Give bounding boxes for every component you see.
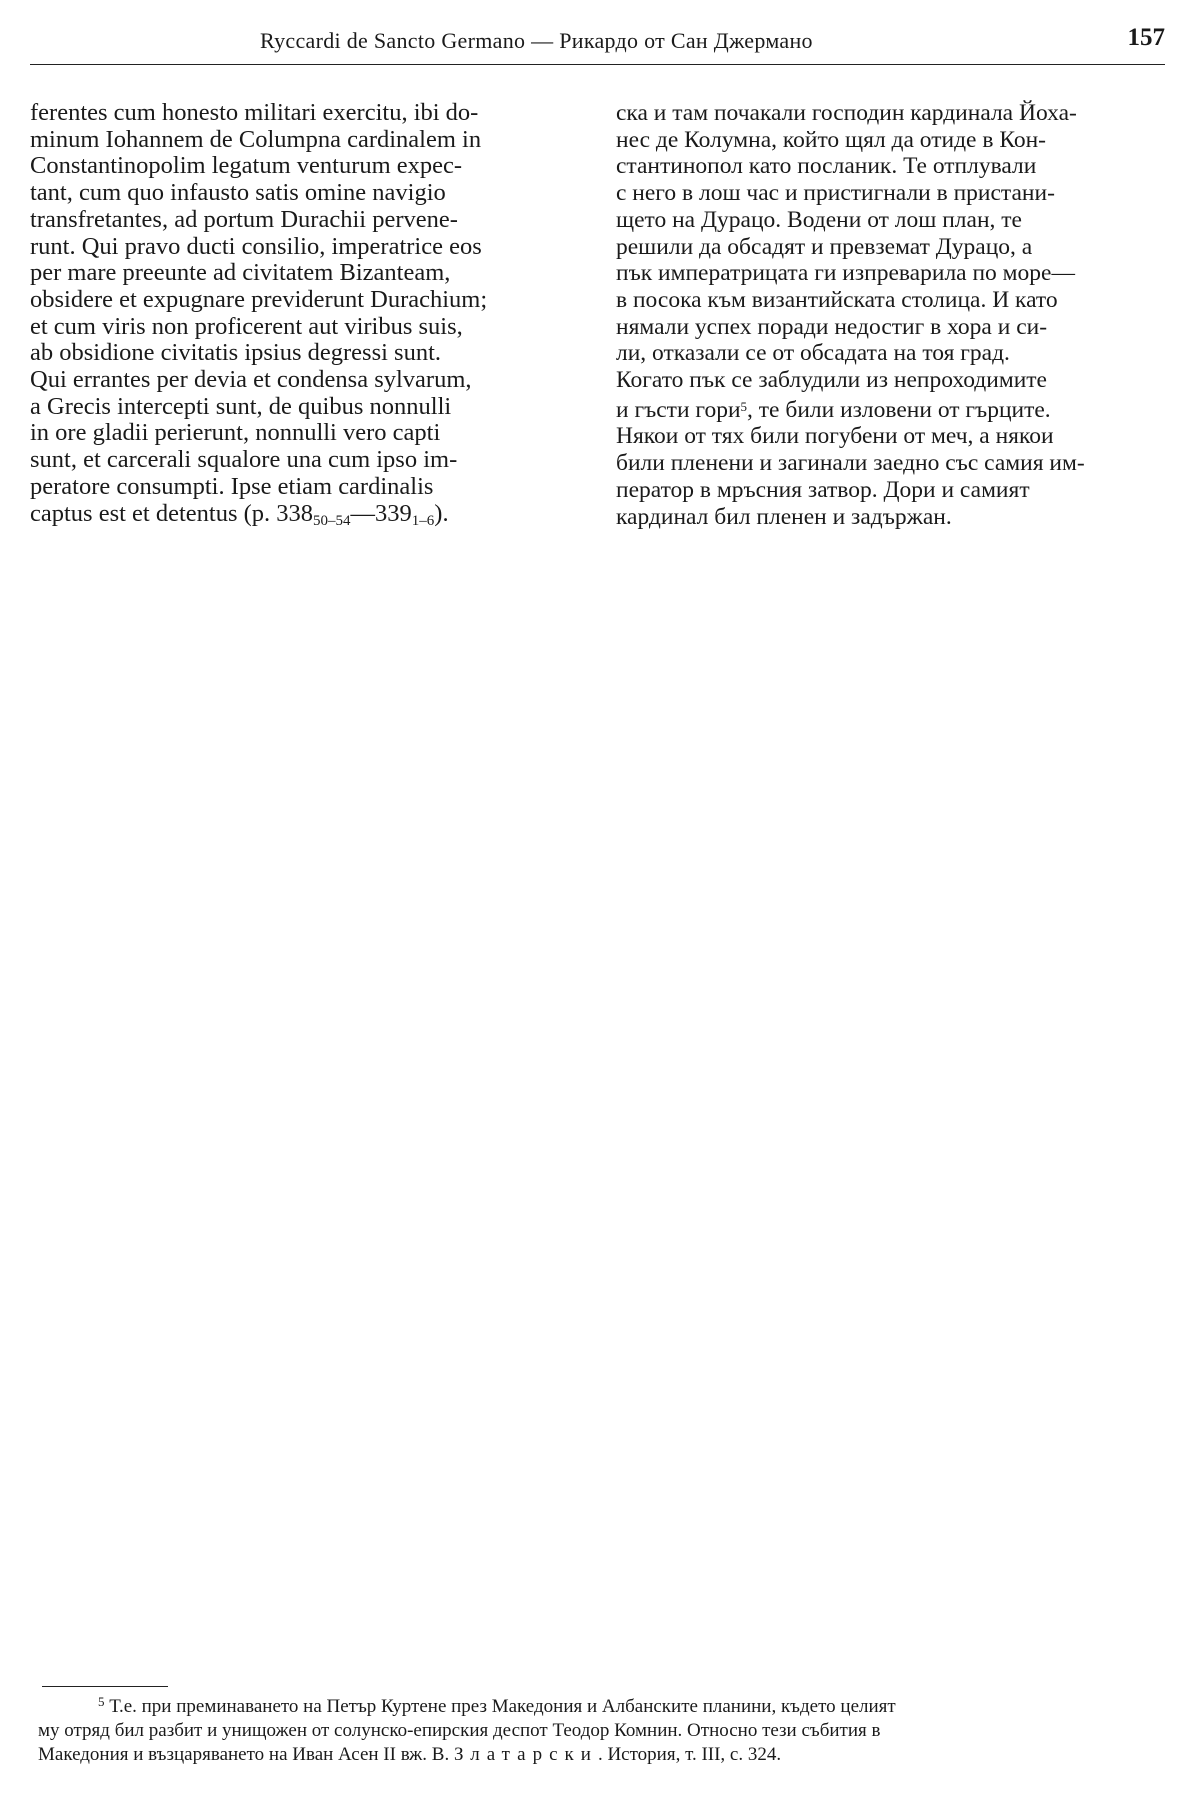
- bulgarian-line: ли, отказали се от обсадата на тоя град.: [616, 340, 1010, 367]
- bulgarian-line: пък императрицата ги изпреварила по море—: [616, 260, 1075, 287]
- footnote: [38, 1690, 1168, 1767]
- bulgarian-line: с него в лош час и пристигнали в пристани-: [616, 180, 1055, 207]
- latin-line: in ore gladii perierunt, nonnulli vero capti: [30, 419, 441, 447]
- latin-line: obsidere et expugnare previderunt Durachium;: [30, 285, 488, 313]
- footnote-author: Златарски: [453, 1744, 598, 1765]
- latin-last-line: [30, 501, 586, 535]
- latin-line: ferentes cum honesto militari exercitu, ibi do-: [30, 99, 479, 126]
- latin-line: per mare preeunte ad civitatem Bizanteam,: [30, 259, 451, 287]
- latin-line: Qui errantes per devia et condensa sylvarum,: [30, 366, 472, 394]
- bulgarian-line: били пленени и загинали заедно със самия им-: [616, 450, 1085, 477]
- footnote-rule: [42, 1686, 168, 1687]
- bulgarian-line: решили да обсадят и превземат Дурацо, а: [616, 233, 1033, 260]
- latin-last-mid: —339: [350, 499, 412, 527]
- bulgarian-line: щето на Дурацо. Водени от лош план, те: [616, 206, 1022, 233]
- bulgarian-line: кардинал бил пленен и задържан.: [616, 503, 952, 530]
- running-title: Ryccardi de Sancto Germano — Рикардо от Сан Джермано: [260, 28, 813, 53]
- bulgarian-line: стантинопол като посланик. Те отплували: [616, 153, 1037, 180]
- latin-last-text: captus est et detentus (p. 338: [30, 499, 314, 527]
- latin-line: sunt, et carcerali squalore una cum ipso im-: [30, 446, 458, 474]
- latin-line: Constantinopolim legatum venturum expec-: [30, 152, 463, 180]
- footnote-line: [38, 1690, 1168, 1719]
- bulgarian-column: [616, 100, 1166, 530]
- latin-line: ab obsidione civitatis ipsius degressi sunt.: [30, 339, 442, 367]
- latin-line: transfretantes, ad portum Durachii pervene-: [30, 205, 458, 233]
- page-range-subscript: 50–54: [313, 512, 351, 529]
- bulgarian-line: ска и там почакали господин кардинала Йоха-: [616, 100, 1077, 126]
- bulgarian-line: нес де Колумна, който щял да отиде в Кон-: [616, 126, 1046, 153]
- bulgarian-footnote-line: [616, 394, 1166, 424]
- bulgarian-line: в посока към византийската столица. И като: [616, 286, 1058, 313]
- latin-last-end: ).: [434, 499, 449, 527]
- latin-line: et cum viris non proficerent aut viribus suis,: [30, 312, 463, 340]
- bulgarian-line: Някои от тях били погубени от меч, а някои: [616, 423, 1054, 450]
- latin-column: [30, 100, 586, 534]
- footnote-reference[interactable]: 5: [740, 398, 748, 414]
- bulgarian-line: Когато пък се заблудили из непроходимите: [616, 367, 1047, 394]
- bulgarian-line: ператор в мръсния затвор. Дори и самият: [616, 476, 1030, 503]
- header-rule: [30, 64, 1165, 65]
- latin-line: a Grecis intercepti sunt, de quibus nonnulli: [30, 392, 452, 420]
- page-header: [30, 24, 1165, 64]
- page-number: 157: [1127, 24, 1165, 51]
- bulgarian-line: нямали успех поради недостиг в хора и си-: [616, 313, 1048, 340]
- bulgarian-text: , те били изловени от гърците.: [747, 396, 1051, 423]
- footnote-mark: 5: [98, 1694, 105, 1709]
- latin-line: minum Iohannem de Columpna cardinalem in: [30, 125, 482, 153]
- footnote-line: му отряд бил разбит и унищожен от солунско-епирския деспот Теодор Комнин. Относно тези събития в: [38, 1720, 881, 1741]
- latin-line: peratore consumpti. Ipse etiam cardinalis: [30, 472, 434, 500]
- latin-line: runt. Qui pravo ducti consilio, imperatrice eos: [30, 232, 482, 260]
- footnote-line: [38, 1743, 1168, 1767]
- footnote-text: Македония и възцаряването на Иван Асен II вж. В.: [38, 1744, 450, 1765]
- footnote-text: Т.е. при преминаването на Петър Куртене през Македония и Албанските планини, където целият: [109, 1696, 896, 1717]
- bulgarian-text: и гъсти гори: [616, 396, 741, 423]
- page-range-subscript: 1–6: [411, 512, 435, 529]
- latin-line: tant, cum quo infausto satis omine navigio: [30, 179, 446, 207]
- footnote-text: . История, т. III, с. 324.: [597, 1744, 782, 1765]
